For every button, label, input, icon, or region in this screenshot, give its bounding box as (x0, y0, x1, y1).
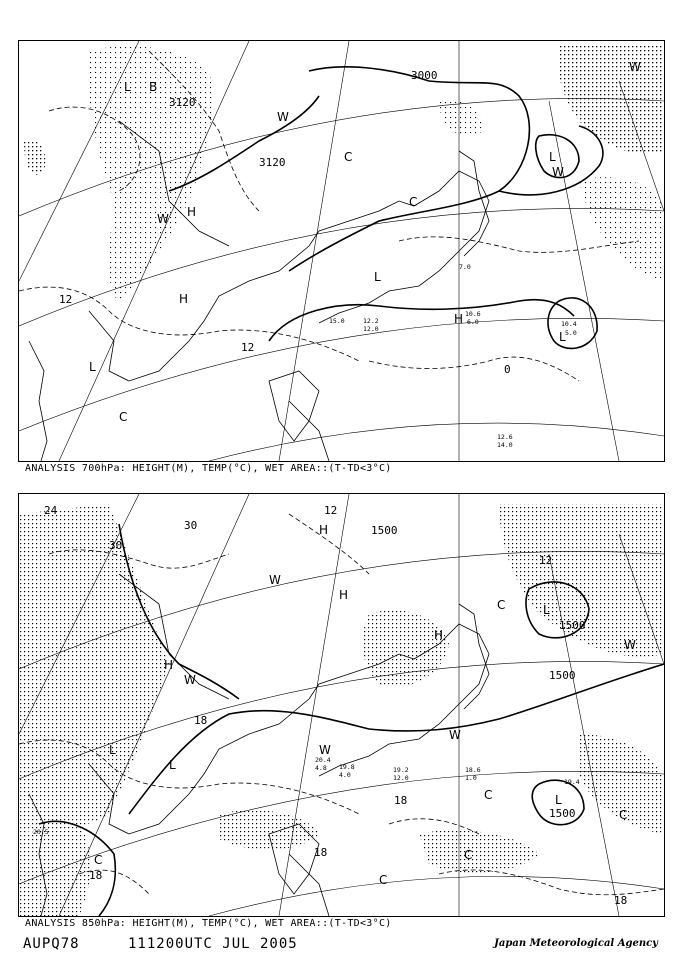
center-l-3: L (89, 360, 96, 374)
center-c-2: C (119, 410, 128, 424)
temp-label-1: 12 (241, 341, 255, 354)
valid-time: 111200UTC JUL 2005 (128, 936, 298, 952)
obs-1: 4.0 (339, 771, 351, 779)
center-w-5: W (184, 673, 196, 687)
center-c-2: C (464, 848, 473, 862)
height-label-2: 1500 (549, 807, 576, 820)
temp-label-9: 18 (194, 714, 208, 727)
temp-label-2: 24 (44, 504, 58, 517)
temp-label-0: 12 (59, 293, 73, 306)
obs-5: 1.0 (465, 774, 477, 782)
obs-2: 20.4 (315, 756, 331, 764)
obs-7: 12.0 (363, 325, 379, 333)
temp-label-4: 12 (539, 554, 553, 567)
obs-3: 14.0 (497, 441, 513, 449)
center-l-2: L (559, 330, 566, 344)
wet-area-700 (24, 46, 664, 301)
temp-label-0: 30 (184, 519, 198, 532)
center-h-2: H (434, 628, 444, 642)
center-w-1: H (164, 658, 174, 672)
center-h-0: H (319, 523, 329, 537)
temp-label-5: 18 (394, 794, 408, 807)
obs-2: 12.6 (497, 433, 513, 441)
obs-5: 6.0 (467, 318, 479, 326)
center-w-3: W (629, 60, 641, 74)
center-l-1: L (543, 603, 550, 617)
obs-6: 12.2 (363, 317, 379, 325)
center-w-0: W (269, 573, 281, 587)
center-w-2: W (319, 743, 331, 757)
center-b: B (149, 80, 158, 94)
temp-label-7: 18 (89, 869, 103, 882)
caption-700hpa: ANALYSIS 700hPa: HEIGHT(M), TEMP(°C), WET AREA::(T-TD<3°C) (25, 463, 392, 474)
center-c-3: C (379, 873, 388, 887)
center-h-1: H (339, 588, 349, 602)
caption-850hpa: ANALYSIS 850hPa: HEIGHT(M), TEMP(°C), WET AREA::(T-TD<3°C) (25, 918, 392, 929)
temp-label-1: 30 (109, 539, 123, 552)
analysis-700hpa-map (18, 40, 665, 462)
chart-id: AUPQ78 (23, 936, 80, 952)
center-w-2: W (552, 165, 564, 179)
coastlines-700 (29, 121, 489, 461)
obs-4: 10.6 (465, 310, 481, 318)
center-c-1: C (484, 788, 493, 802)
agency-name: Japan Meteorological Agency (494, 938, 658, 949)
obs-8: 19.4 (564, 778, 580, 786)
center-w-0: W (277, 110, 289, 124)
center-w-4: W (624, 638, 636, 652)
obs-7: 12.0 (393, 774, 409, 782)
obs-4: 18.6 (465, 766, 481, 774)
height-label-1: 1500 (549, 669, 576, 682)
map-700-svg (19, 41, 664, 461)
temp-label-6: 18 (314, 846, 328, 859)
center-l-0: L (124, 80, 131, 94)
obs-0: 19.8 (339, 763, 355, 771)
obs-8: 15.0 (329, 317, 345, 325)
center-w-1: W (157, 212, 169, 226)
center-c-4: C (94, 853, 103, 867)
height-label-0: 3000 (411, 69, 438, 82)
obs-6: 19.2 (393, 766, 409, 774)
obs-1: 5.0 (565, 329, 577, 337)
height-label-2: 3120 (259, 156, 286, 169)
height-label-1: 3120 (169, 96, 196, 109)
obs-9: 20.5 (33, 828, 49, 836)
height-label-0: 1500 (371, 524, 398, 537)
analysis-850hpa-map (18, 493, 665, 917)
center-h-2: H (454, 312, 464, 326)
obs-3: 4.8 (315, 764, 327, 772)
center-c-1: C (409, 195, 418, 209)
map-850-svg (19, 494, 664, 916)
center-w-3: W (449, 728, 461, 742)
center-c-5: C (619, 808, 628, 822)
center-c-0: C (344, 150, 353, 164)
center-l-1: L (549, 150, 556, 164)
center-h-1: H (179, 292, 189, 306)
obs-0: 10.4 (561, 320, 577, 328)
temp-label-2: 0 (504, 363, 511, 376)
center-h-0: H (187, 205, 197, 219)
center-c-3: L (374, 270, 381, 284)
temp-label-8: 18 (614, 894, 628, 907)
station-obs-700 (329, 263, 577, 449)
height-label-3: 1500 (559, 619, 586, 632)
center-l-2: L (555, 793, 562, 807)
center-c-0: C (497, 598, 506, 612)
center-l-3: L (169, 758, 176, 772)
temp-label-3: 12 (324, 504, 338, 517)
center-l-0: L (109, 743, 116, 757)
wet-area-850 (19, 504, 664, 916)
obs-9: 7.0 (459, 263, 471, 271)
